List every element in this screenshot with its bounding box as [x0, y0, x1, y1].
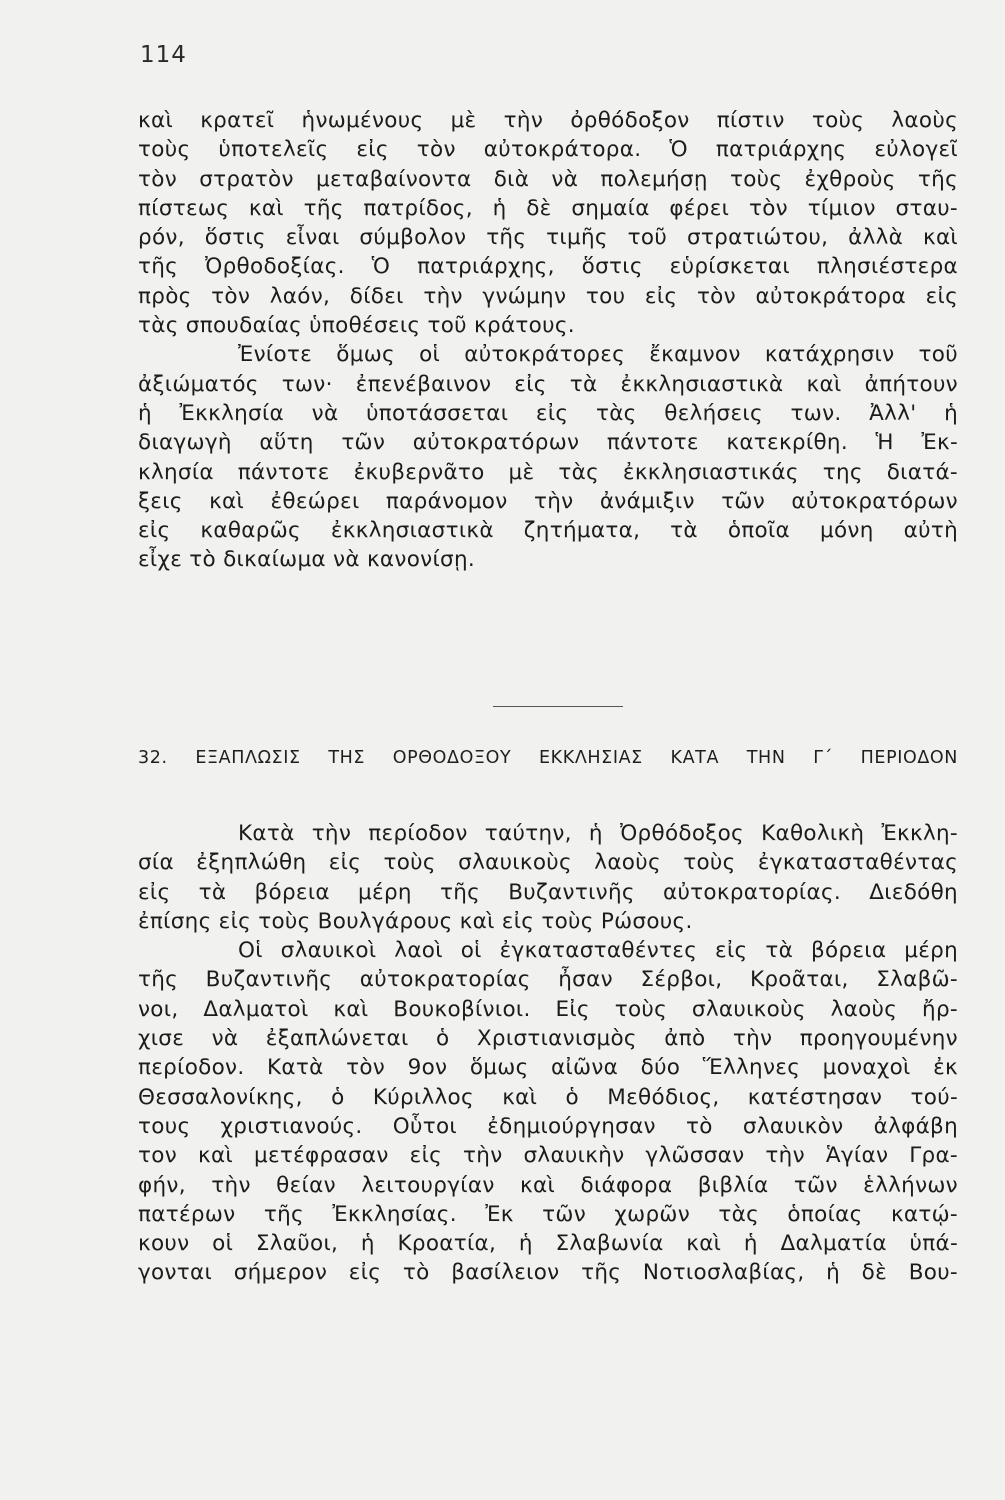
text-line: τοὺς ὑποτελεῖς εἰς τὸν αὐτοκράτορα. Ὁ πατριάρχης εὐλογεῖ: [138, 137, 958, 163]
text-line: περίοδον. Κατὰ τὸν 9ον ὅμως αἰῶνα δύο Ἕλληνες μοναχοὶ ἐκ: [138, 1055, 958, 1081]
text-line: Οἱ σλαυικοὶ λαοὶ οἱ ἐγκατασταθέντες εἰς τὰ βόρεια μέρη: [238, 938, 958, 964]
body-text-upper: [138, 106, 958, 575]
text-line: Θεσσαλονίκης, ὁ Κύριλλος καὶ ὁ Μεθόδιος, κατέστησαν τού-: [138, 1084, 958, 1110]
text-line: τον καὶ μετέφρασαν εἰς τὴν σλαυικὴν γλῶσσαν τὴν Ἁγίαν Γρα-: [138, 1143, 958, 1169]
section-divider: [493, 706, 623, 707]
text-line: χισε νὰ ἐξαπλώνεται ὁ Χριστιανισμὸς ἀπὸ τὴν προηγουμένην: [138, 1026, 958, 1052]
text-line: ἐπίσης εἰς τοὺς Βουλγάρους καὶ εἰς τοὺς Ρώσους.: [138, 908, 693, 934]
text-line: νοι, Δαλματοὶ καὶ Βουκοβίνιοι. Εἰς τοὺς σλαυικοὺς λαοὺς ἤρ-: [138, 996, 958, 1022]
text-line: τὸν στρατὸν μεταβαίνοντα διὰ νὰ πολεμήσῃ τοὺς ἐχθροὺς τῆς: [138, 166, 958, 192]
text-line: Κατὰ τὴν περίοδον ταύτην, ἡ Ὀρθόδοξος Καθολικὴ Ἐκκλη-: [238, 821, 958, 846]
text-line: σία ἐξηπλώθη εἰς τοὺς σλαυικοὺς λαοὺς τοὺς ἐγκατασταθέντας: [138, 850, 958, 876]
text-line: ἡ Ἐκκλησία νὰ ὑποτάσσεται εἰς τὰς θελήσεις των. Ἀλλ' ἡ: [138, 400, 958, 426]
section-heading: 32. ΕΞΑΠΛΩΣΙΣ ΤΗΣ ΟΡΘΟΔΟΞΟΥ ΕΚΚΛΗΣΙΑΣ ΚΑΤΑ ΤΗΝ Γ΄ ΠΕΡΙΟΔΟΝ: [138, 748, 958, 768]
text-line: εἰς καθαρῶς ἐκκλησιαστικὰ ζητήματα, τὰ ὁποῖα μόνη αὐτὴ: [138, 518, 958, 544]
text-line: κλησία πάντοτε ἐκυβερνᾶτο μὲ τὰς ἐκκλησιαστικάς της διατά-: [138, 459, 958, 485]
text-line: κουν οἱ Σλαῦοι, ἡ Κροατία, ἡ Σλαβωνία καὶ ἡ Δαλματία ὑπά-: [138, 1231, 958, 1257]
text-line: τῆς Ὀρθοδοξίας. Ὁ πατριάρχης, ὅστις εὑρίσκεται πλησιέστερα: [138, 254, 958, 280]
paragraph-2: [138, 340, 958, 574]
paragraph-4: [138, 936, 958, 1288]
text-line: ρόν, ὅστις εἶναι σύμβολον τῆς τιμῆς τοῦ στρατιώτου, ἀλλὰ καὶ: [138, 225, 958, 251]
text-line: φήν, τὴν θείαν λειτουργίαν καὶ διάφορα βιβλία τῶν ἑλλήνων: [138, 1172, 958, 1198]
text-line: τῆς Βυζαντινῆς αὐτοκρατορίας ἦσαν Σέρβοι, Κροᾶται, Σλαβῶ-: [138, 967, 958, 993]
text-line: τὰς σπουδαίας ὑποθέσεις τοῦ κράτους.: [138, 313, 575, 339]
text-line: εἶχε τὸ δικαίωμα νὰ κανονίσῃ.: [138, 547, 476, 573]
text-line: γονται σήμερον εἰς τὸ βασίλειον τῆς Νοτιοσλαβίας, ἡ δὲ Βου-: [138, 1260, 958, 1286]
text-line: πατέρων τῆς Ἐκκλησίας. Ἐκ τῶν χωρῶν τὰς ὁποίας κατῴ-: [138, 1201, 958, 1227]
paragraph-3: [138, 819, 958, 936]
text-line: καὶ κρατεῖ ἡνωμένους μὲ τὴν ὀρθόδοξον πίστιν τοὺς λαοὺς: [138, 108, 958, 133]
text-line: τους χριστιανούς. Οὗτοι ἐδημιούργησαν τὸ σλαυικὸν ἀλφάβη: [138, 1113, 958, 1139]
text-line: πρὸς τὸν λαόν, δίδει τὴν γνώμην του εἰς τὸν αὐτοκράτορα εἰς: [138, 283, 958, 309]
paragraph-1: [138, 106, 958, 340]
text-line: διαγωγὴ αὕτη τῶν αὐτοκρατόρων πάντοτε κατεκρίθη. Ἡ Ἐκ-: [138, 430, 958, 456]
text-line: πίστεως καὶ τῆς πατρίδος, ἡ δὲ σημαία φέρει τὸν τίμιον σταυ-: [138, 195, 958, 221]
body-text-lower: [138, 819, 958, 1288]
text-line: ξεις καὶ ἐθεώρει παράνομον τὴν ἀνάμιξιν τῶν αὐτοκρατόρων: [138, 488, 958, 514]
text-line: ἀξιώματός των· ἐπενέβαινον εἰς τὰ ἐκκλησιαστικὰ καὶ ἀπήτουν: [138, 371, 958, 397]
text-line: Ἐνίοτε ὅμως οἱ αὐτοκράτορες ἔκαμνον κατάχρησιν τοῦ: [238, 342, 958, 368]
text-line: εἰς τὰ βόρεια μέρη τῆς Βυζαντινῆς αὐτοκρατορίας. Διεδόθη: [138, 879, 958, 905]
page-number: 114: [140, 42, 187, 68]
